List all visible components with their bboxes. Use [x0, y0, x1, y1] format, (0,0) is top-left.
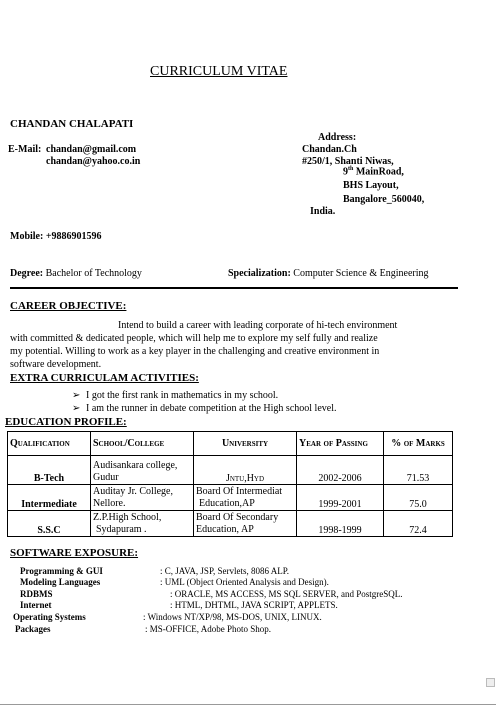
school-place: Sydapuram . — [96, 523, 147, 535]
university-cell: Jntu,Hyd — [194, 456, 297, 485]
list-item-text: I am the runner in debate competition at the High school level. — [86, 403, 337, 414]
extra-heading: EXTRA CURRICULAM ACTIVITIES: — [10, 372, 199, 384]
career-text: my potential. Willing to work as a key player in the challenging and creative environment in — [10, 346, 380, 357]
list-item-text: I got the first rank in mathematics in my school. — [86, 390, 279, 401]
degree-row — [10, 268, 142, 279]
software-label: RDBMS — [20, 589, 53, 599]
address-line: Bangalore_560040, — [343, 194, 425, 205]
email-secondary[interactable]: chandan@yahoo.co.in — [46, 156, 141, 167]
career-text: Intend to build a career with leading corporate of hi-tech environment — [118, 320, 398, 331]
university-cell — [194, 485, 297, 511]
specialization-label: Specialization: — [228, 268, 291, 279]
table-header: University — [194, 432, 297, 456]
qualification-cell: B-Tech — [8, 456, 91, 485]
degree-value: Bachelor of Technology — [45, 268, 142, 279]
arrow-bullet-icon: ➢ — [72, 390, 81, 401]
section-divider — [10, 287, 458, 289]
software-label: Packages — [15, 624, 51, 634]
email-primary[interactable]: chandan@gmail.com — [46, 144, 137, 155]
marks-cell: 72.4 — [384, 511, 453, 537]
school-name: Z.P.High School, — [93, 511, 162, 523]
software-value: : HTML, DHTML, JAVA SCRIPT, APPLETS. — [170, 600, 338, 610]
school-cell — [91, 485, 194, 511]
email-label: E-Mail: — [8, 144, 42, 155]
qualification-cell: S.S.C — [8, 511, 91, 537]
table-header-row — [8, 432, 453, 456]
address-line: BHS Layout, — [343, 180, 399, 191]
education-heading: EDUCATION PROFILE: — [5, 416, 127, 428]
software-label: Modeling Languages — [20, 577, 101, 587]
address-street: MainRoad, — [353, 166, 404, 178]
specialization-value: Computer Science & Engineering — [293, 268, 429, 279]
school-name: Audisankara college, — [93, 460, 178, 471]
address-sup: th — [348, 166, 354, 172]
table-header: School/College — [91, 432, 194, 456]
software-label: Operating Systems — [13, 612, 86, 622]
university-cell — [194, 511, 297, 537]
table-row — [8, 485, 453, 511]
software-value: : UML (Object Oriented Analysis and Design). — [160, 577, 329, 587]
software-label: Programming & GUI — [20, 566, 103, 576]
software-label: Internet — [20, 600, 52, 610]
software-value: : ORACLE, MS ACCESS, MS SQL SERVER, and PostgreSQL. — [170, 589, 403, 599]
career-text: with committed & dedicated people, which will help me to explore my self fully and realize — [10, 333, 378, 344]
list-item — [72, 390, 278, 401]
table-row — [8, 456, 453, 485]
software-heading: SOFTWARE EXPOSURE: — [10, 547, 139, 559]
address-line: Chandan.Ch — [302, 144, 357, 155]
table-row — [8, 511, 453, 537]
mobile-label: Mobile: — [10, 231, 44, 242]
table-header: Qualification — [8, 432, 91, 456]
address-num: 9 — [343, 166, 348, 178]
candidate-name: CHANDAN CHALAPATI — [10, 118, 134, 130]
school-cell — [91, 456, 194, 485]
school-name: Auditay Jr. College, — [93, 485, 173, 497]
marks-cell: 75.0 — [384, 485, 453, 511]
address-label: Address: — [318, 132, 357, 143]
software-value: : Windows NT/XP/98, MS-DOS, UNIX, LINUX. — [143, 612, 322, 622]
year-cell: 1999-2001 — [297, 485, 384, 511]
software-value: : MS-OFFICE, Adobe Photo Shop. — [145, 624, 272, 634]
software-value: : C, JAVA, JSP, Servlets, 8086 ALP. — [160, 566, 289, 576]
arrow-bullet-icon: ➢ — [72, 403, 81, 414]
school-place: Nellore. — [93, 497, 126, 509]
year-cell: 1998-1999 — [297, 511, 384, 537]
mobile-number: +9886901596 — [45, 231, 102, 242]
qualification-cell: Intermediate — [8, 485, 91, 511]
mobile-row — [10, 231, 102, 242]
marks-cell: 71.53 — [384, 456, 453, 485]
university-name: Board Of Secondary — [196, 511, 279, 523]
resize-handle[interactable] — [486, 678, 495, 687]
specialization-row — [228, 268, 429, 279]
address-line — [343, 166, 404, 177]
list-item — [72, 403, 336, 414]
year-cell: 2002-2006 — [297, 456, 384, 485]
table-header: Year of Passing — [297, 432, 384, 456]
address-line: India. — [310, 206, 336, 217]
document-title: CURRICULUM VITAE — [150, 64, 288, 79]
page-edge — [0, 704, 496, 705]
university-name: Board Of Intermediat — [196, 485, 283, 497]
university-place: Education, AP — [196, 523, 254, 535]
school-cell — [91, 511, 194, 537]
degree-label: Degree: — [10, 268, 44, 279]
school-place: Gudur — [93, 472, 119, 483]
university-place: Education,AP — [199, 497, 255, 509]
career-heading: CAREER OBJECTIVE: — [10, 300, 127, 312]
address-line: #250/1, Shanti Niwas, — [302, 156, 394, 167]
career-text: software development. — [10, 359, 102, 370]
education-table — [7, 431, 453, 537]
table-header: % of Marks — [384, 432, 453, 456]
